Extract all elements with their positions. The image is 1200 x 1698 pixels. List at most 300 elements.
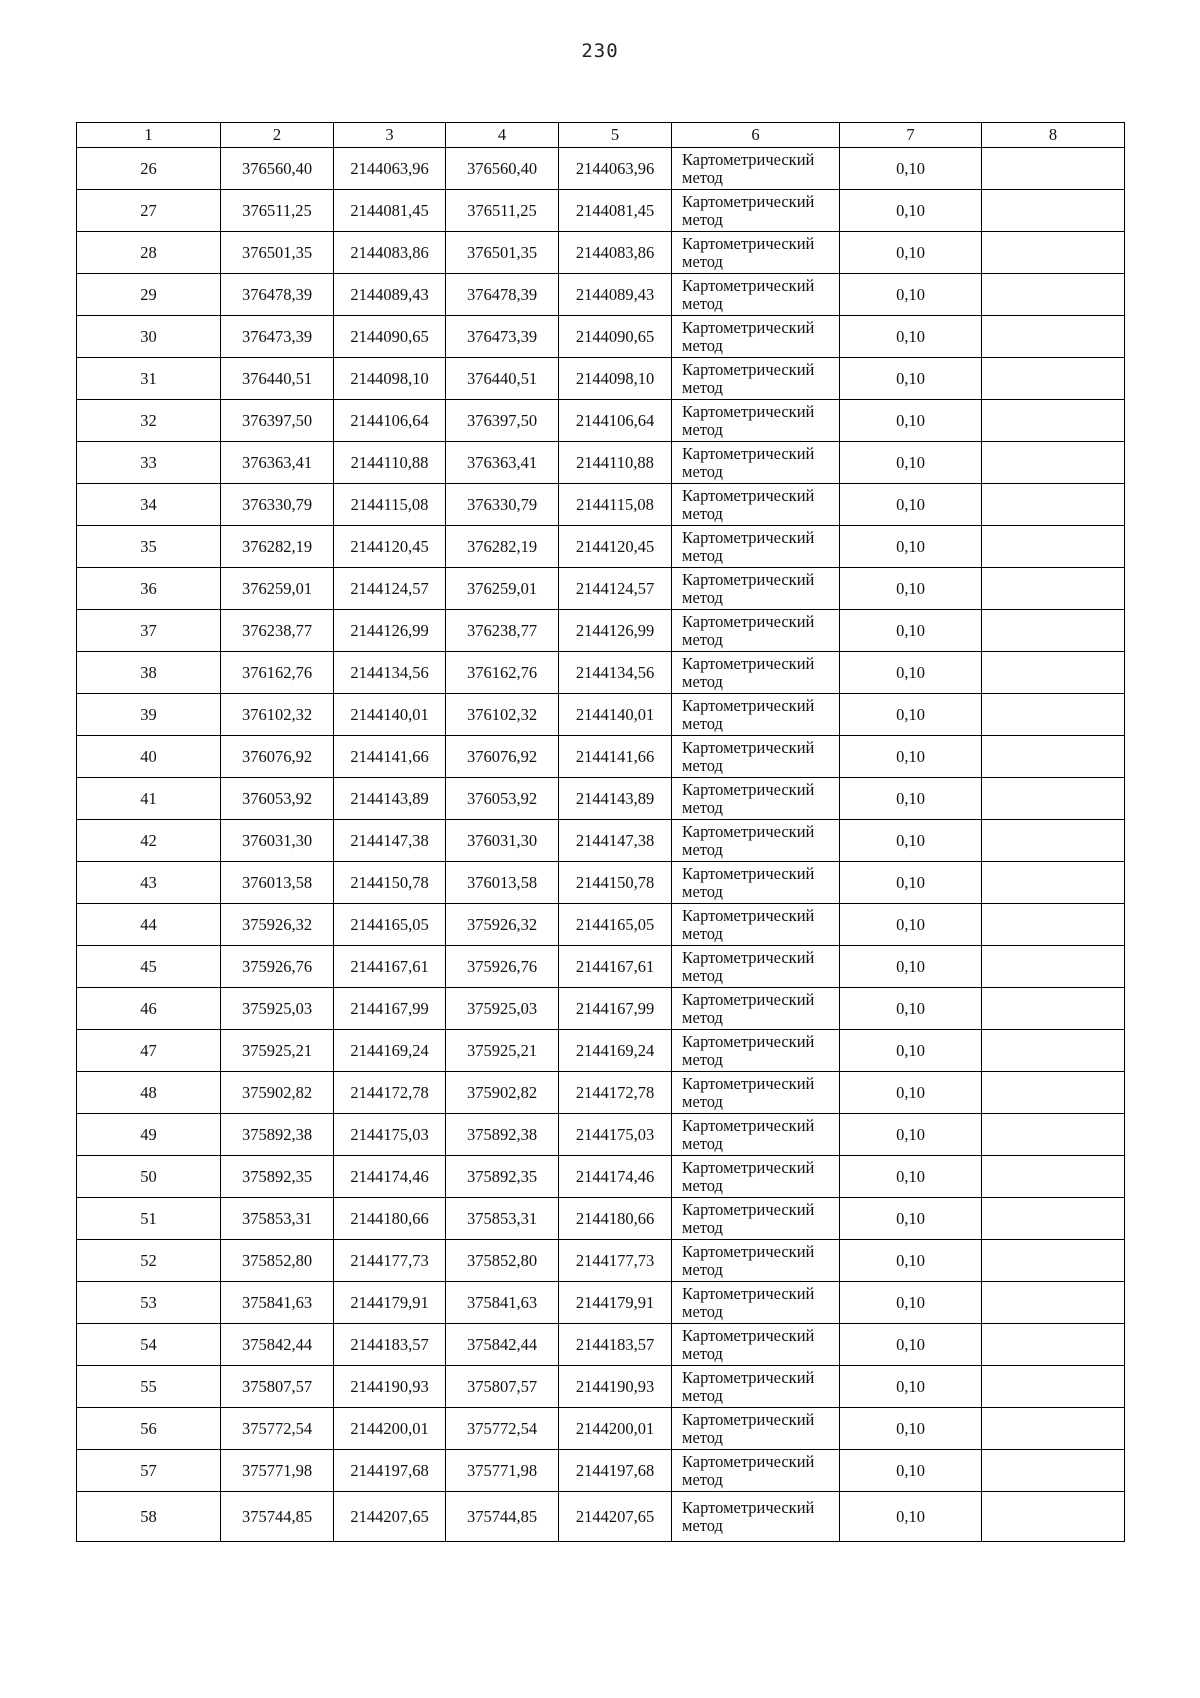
note-cell <box>982 736 1125 778</box>
x-coordinate-cell: 376560,40 <box>221 148 334 190</box>
point-number-cell: 37 <box>77 610 221 652</box>
method-text-line: Картометрический <box>682 317 815 337</box>
accuracy-cell: 0,10 <box>840 778 982 820</box>
x-coordinate-cell: 375902,82 <box>221 1072 334 1114</box>
method-cell <box>672 862 840 904</box>
method-text-line: Картометрический <box>682 653 815 673</box>
accuracy-cell: 0,10 <box>840 694 982 736</box>
accuracy-cell: 0,10 <box>840 484 982 526</box>
method-text-line: метод <box>682 1515 723 1535</box>
x-coordinate-cell: 375926,32 <box>221 904 334 946</box>
table-row <box>77 820 1125 862</box>
x-coordinate-cell: 376330,79 <box>446 484 559 526</box>
y-coordinate-cell: 2144167,99 <box>334 988 446 1030</box>
method-cell <box>672 610 840 652</box>
y-coordinate-cell: 2144120,45 <box>334 526 446 568</box>
y-coordinate-cell: 2144180,66 <box>559 1198 672 1240</box>
note-cell <box>982 1198 1125 1240</box>
x-coordinate-cell: 376282,19 <box>221 526 334 568</box>
y-coordinate-cell: 2144126,99 <box>559 610 672 652</box>
y-coordinate-cell: 2144177,73 <box>334 1240 446 1282</box>
method-cell <box>672 694 840 736</box>
accuracy-cell: 0,10 <box>840 862 982 904</box>
x-coordinate-cell: 376031,30 <box>221 820 334 862</box>
x-coordinate-cell: 376013,58 <box>221 862 334 904</box>
x-coordinate-cell: 375925,03 <box>446 988 559 1030</box>
table-row <box>77 358 1125 400</box>
column-header: 3 <box>334 123 446 148</box>
method-text-line: метод <box>682 209 723 229</box>
y-coordinate-cell: 2144098,10 <box>559 358 672 400</box>
note-cell <box>982 1492 1125 1542</box>
point-number-cell: 52 <box>77 1240 221 1282</box>
x-coordinate-cell: 376238,77 <box>446 610 559 652</box>
point-number-cell: 48 <box>77 1072 221 1114</box>
note-cell <box>982 274 1125 316</box>
y-coordinate-cell: 2144150,78 <box>334 862 446 904</box>
method-text-line: Картометрический <box>682 1157 815 1177</box>
method-text-line: Картометрический <box>682 1241 815 1261</box>
method-text-line: метод <box>682 629 723 649</box>
y-coordinate-cell: 2144090,65 <box>559 316 672 358</box>
point-number-cell: 53 <box>77 1282 221 1324</box>
accuracy-cell: 0,10 <box>840 1450 982 1492</box>
note-cell <box>982 1408 1125 1450</box>
y-coordinate-cell: 2144126,99 <box>334 610 446 652</box>
table-row <box>77 1408 1125 1450</box>
method-text-line: метод <box>682 713 723 733</box>
accuracy-cell: 0,10 <box>840 568 982 610</box>
point-number-cell: 32 <box>77 400 221 442</box>
y-coordinate-cell: 2144083,86 <box>559 232 672 274</box>
y-coordinate-cell: 2144141,66 <box>559 736 672 778</box>
method-text-line: Картометрический <box>682 821 815 841</box>
note-cell <box>982 610 1125 652</box>
table-row <box>77 442 1125 484</box>
table-row <box>77 1114 1125 1156</box>
y-coordinate-cell: 2144140,01 <box>559 694 672 736</box>
point-number-cell: 42 <box>77 820 221 862</box>
point-number-cell: 51 <box>77 1198 221 1240</box>
x-coordinate-cell: 376397,50 <box>221 400 334 442</box>
table-row <box>77 904 1125 946</box>
note-cell <box>982 1240 1125 1282</box>
y-coordinate-cell: 2144106,64 <box>559 400 672 442</box>
point-number-cell: 49 <box>77 1114 221 1156</box>
note-cell <box>982 652 1125 694</box>
accuracy-cell: 0,10 <box>840 652 982 694</box>
method-text-line: Картометрический <box>682 1497 815 1517</box>
method-text-line: метод <box>682 419 723 439</box>
point-number-cell: 34 <box>77 484 221 526</box>
accuracy-cell: 0,10 <box>840 316 982 358</box>
y-coordinate-cell: 2144098,10 <box>334 358 446 400</box>
y-coordinate-cell: 2144177,73 <box>559 1240 672 1282</box>
accuracy-cell: 0,10 <box>840 526 982 568</box>
y-coordinate-cell: 2144169,24 <box>559 1030 672 1072</box>
method-text-line: Картометрический <box>682 233 815 253</box>
y-coordinate-cell: 2144190,93 <box>559 1366 672 1408</box>
x-coordinate-cell: 376076,92 <box>446 736 559 778</box>
y-coordinate-cell: 2144150,78 <box>559 862 672 904</box>
method-cell <box>672 1282 840 1324</box>
method-text-line: метод <box>682 965 723 985</box>
method-text-line: метод <box>682 1259 723 1279</box>
table-row <box>77 1324 1125 1366</box>
y-coordinate-cell: 2144179,91 <box>559 1282 672 1324</box>
y-coordinate-cell: 2144090,65 <box>334 316 446 358</box>
note-cell <box>982 358 1125 400</box>
note-cell <box>982 1114 1125 1156</box>
x-coordinate-cell: 375852,80 <box>221 1240 334 1282</box>
method-cell <box>672 904 840 946</box>
method-text-line: Картометрический <box>682 485 815 505</box>
point-number-cell: 35 <box>77 526 221 568</box>
method-text-line: метод <box>682 335 723 355</box>
point-number-cell: 38 <box>77 652 221 694</box>
table-row <box>77 1240 1125 1282</box>
x-coordinate-cell: 376013,58 <box>446 862 559 904</box>
method-cell <box>672 484 840 526</box>
y-coordinate-cell: 2144200,01 <box>334 1408 446 1450</box>
y-coordinate-cell: 2144120,45 <box>559 526 672 568</box>
point-number-cell: 50 <box>77 1156 221 1198</box>
method-cell <box>672 526 840 568</box>
x-coordinate-cell: 375892,38 <box>221 1114 334 1156</box>
accuracy-cell: 0,10 <box>840 148 982 190</box>
x-coordinate-cell: 376363,41 <box>446 442 559 484</box>
accuracy-cell: 0,10 <box>840 946 982 988</box>
method-cell <box>672 1240 840 1282</box>
point-number-cell: 26 <box>77 148 221 190</box>
method-text-line: Картометрический <box>682 1451 815 1471</box>
note-cell <box>982 442 1125 484</box>
table-row <box>77 1030 1125 1072</box>
y-coordinate-cell: 2144172,78 <box>334 1072 446 1114</box>
point-number-cell: 41 <box>77 778 221 820</box>
table-row <box>77 484 1125 526</box>
x-coordinate-cell: 376162,76 <box>446 652 559 694</box>
point-number-cell: 30 <box>77 316 221 358</box>
note-cell <box>982 190 1125 232</box>
accuracy-cell: 0,10 <box>840 1492 982 1542</box>
table-row <box>77 148 1125 190</box>
column-header: 4 <box>446 123 559 148</box>
x-coordinate-cell: 375841,63 <box>221 1282 334 1324</box>
method-text-line: Картометрический <box>682 989 815 1009</box>
point-number-cell: 40 <box>77 736 221 778</box>
x-coordinate-cell: 376440,51 <box>221 358 334 400</box>
x-coordinate-cell: 376440,51 <box>446 358 559 400</box>
column-header: 5 <box>559 123 672 148</box>
y-coordinate-cell: 2144140,01 <box>334 694 446 736</box>
point-number-cell: 58 <box>77 1492 221 1542</box>
note-cell <box>982 400 1125 442</box>
table-row <box>77 652 1125 694</box>
method-text-line: метод <box>682 1427 723 1447</box>
point-number-cell: 27 <box>77 190 221 232</box>
table-row <box>77 1366 1125 1408</box>
method-text-line: метод <box>682 755 723 775</box>
x-coordinate-cell: 375772,54 <box>221 1408 334 1450</box>
note-cell <box>982 1450 1125 1492</box>
method-text-line: метод <box>682 797 723 817</box>
point-number-cell: 56 <box>77 1408 221 1450</box>
method-text-line: метод <box>682 1133 723 1153</box>
table-row <box>77 1156 1125 1198</box>
y-coordinate-cell: 2144207,65 <box>559 1492 672 1542</box>
y-coordinate-cell: 2144165,05 <box>334 904 446 946</box>
x-coordinate-cell: 375807,57 <box>446 1366 559 1408</box>
x-coordinate-cell: 376501,35 <box>221 232 334 274</box>
method-text-line: Картометрический <box>682 1283 815 1303</box>
note-cell <box>982 568 1125 610</box>
note-cell <box>982 988 1125 1030</box>
accuracy-cell: 0,10 <box>840 1366 982 1408</box>
note-cell <box>982 1156 1125 1198</box>
method-text-line: Картометрический <box>682 569 815 589</box>
method-text-line: Картометрический <box>682 443 815 463</box>
x-coordinate-cell: 376162,76 <box>221 652 334 694</box>
accuracy-cell: 0,10 <box>840 736 982 778</box>
method-text-line: Картометрический <box>682 1115 815 1135</box>
method-text-line: метод <box>682 923 723 943</box>
x-coordinate-cell: 375902,82 <box>446 1072 559 1114</box>
x-coordinate-cell: 376397,50 <box>446 400 559 442</box>
method-cell <box>672 1072 840 1114</box>
y-coordinate-cell: 2144124,57 <box>559 568 672 610</box>
method-cell <box>672 1114 840 1156</box>
y-coordinate-cell: 2144175,03 <box>334 1114 446 1156</box>
point-number-cell: 46 <box>77 988 221 1030</box>
method-text-line: метод <box>682 1049 723 1069</box>
method-text-line: метод <box>682 1091 723 1111</box>
note-cell <box>982 946 1125 988</box>
x-coordinate-cell: 376102,32 <box>446 694 559 736</box>
point-number-cell: 44 <box>77 904 221 946</box>
table-row <box>77 1282 1125 1324</box>
y-coordinate-cell: 2144172,78 <box>559 1072 672 1114</box>
x-coordinate-cell: 376031,30 <box>446 820 559 862</box>
y-coordinate-cell: 2144143,89 <box>334 778 446 820</box>
method-text-line: Картометрический <box>682 779 815 799</box>
x-coordinate-cell: 375807,57 <box>221 1366 334 1408</box>
method-text-line: Картометрический <box>682 905 815 925</box>
method-text-line: Картометрический <box>682 1073 815 1093</box>
y-coordinate-cell: 2144063,96 <box>334 148 446 190</box>
method-text-line: Картометрический <box>682 611 815 631</box>
y-coordinate-cell: 2144197,68 <box>559 1450 672 1492</box>
y-coordinate-cell: 2144165,05 <box>559 904 672 946</box>
method-cell <box>672 1030 840 1072</box>
method-cell <box>672 988 840 1030</box>
x-coordinate-cell: 375853,31 <box>446 1198 559 1240</box>
x-coordinate-cell: 375892,35 <box>446 1156 559 1198</box>
method-text-line: метод <box>682 881 723 901</box>
method-text-line: метод <box>682 1007 723 1027</box>
method-cell <box>672 820 840 862</box>
method-text-line: Картометрический <box>682 947 815 967</box>
method-text-line: метод <box>682 839 723 859</box>
column-header: 8 <box>982 123 1125 148</box>
table-row <box>77 778 1125 820</box>
y-coordinate-cell: 2144083,86 <box>334 232 446 274</box>
table-row <box>77 1492 1125 1542</box>
y-coordinate-cell: 2144106,64 <box>334 400 446 442</box>
note-cell <box>982 148 1125 190</box>
x-coordinate-cell: 376053,92 <box>221 778 334 820</box>
accuracy-cell: 0,10 <box>840 400 982 442</box>
table-row <box>77 946 1125 988</box>
x-coordinate-cell: 375841,63 <box>446 1282 559 1324</box>
y-coordinate-cell: 2144174,46 <box>559 1156 672 1198</box>
y-coordinate-cell: 2144183,57 <box>559 1324 672 1366</box>
method-text-line: Картометрический <box>682 1409 815 1429</box>
point-number-cell: 43 <box>77 862 221 904</box>
method-text-line: метод <box>682 1385 723 1405</box>
accuracy-cell: 0,10 <box>840 1240 982 1282</box>
table-row <box>77 400 1125 442</box>
accuracy-cell: 0,10 <box>840 1198 982 1240</box>
x-coordinate-cell: 376478,39 <box>221 274 334 316</box>
method-text-line: Картометрический <box>682 737 815 757</box>
table-row <box>77 274 1125 316</box>
method-text-line: метод <box>682 167 723 187</box>
x-coordinate-cell: 375926,76 <box>446 946 559 988</box>
point-number-cell: 55 <box>77 1366 221 1408</box>
method-text-line: метод <box>682 1469 723 1489</box>
accuracy-cell: 0,10 <box>840 610 982 652</box>
page-number: 230 <box>581 40 619 62</box>
y-coordinate-cell: 2144110,88 <box>559 442 672 484</box>
method-text-line: Картометрический <box>682 1325 815 1345</box>
point-number-cell: 47 <box>77 1030 221 1072</box>
point-number-cell: 28 <box>77 232 221 274</box>
y-coordinate-cell: 2144110,88 <box>334 442 446 484</box>
note-cell <box>982 862 1125 904</box>
x-coordinate-cell: 376330,79 <box>221 484 334 526</box>
accuracy-cell: 0,10 <box>840 1324 982 1366</box>
method-text-line: Картометрический <box>682 359 815 379</box>
y-coordinate-cell: 2144115,08 <box>559 484 672 526</box>
point-number-cell: 54 <box>77 1324 221 1366</box>
table-row <box>77 190 1125 232</box>
column-header: 7 <box>840 123 982 148</box>
x-coordinate-cell: 375892,38 <box>446 1114 559 1156</box>
x-coordinate-cell: 376259,01 <box>221 568 334 610</box>
x-coordinate-cell: 376501,35 <box>446 232 559 274</box>
point-number-cell: 57 <box>77 1450 221 1492</box>
x-coordinate-cell: 376102,32 <box>221 694 334 736</box>
y-coordinate-cell: 2144175,03 <box>559 1114 672 1156</box>
coordinates-table <box>76 122 1125 1542</box>
point-number-cell: 39 <box>77 694 221 736</box>
note-cell <box>982 1072 1125 1114</box>
point-number-cell: 45 <box>77 946 221 988</box>
method-cell <box>672 442 840 484</box>
method-text-line: метод <box>682 377 723 397</box>
y-coordinate-cell: 2144167,61 <box>334 946 446 988</box>
x-coordinate-cell: 375926,32 <box>446 904 559 946</box>
method-cell <box>672 1156 840 1198</box>
x-coordinate-cell: 376259,01 <box>446 568 559 610</box>
method-cell <box>672 358 840 400</box>
x-coordinate-cell: 376238,77 <box>221 610 334 652</box>
y-coordinate-cell: 2144143,89 <box>559 778 672 820</box>
y-coordinate-cell: 2144174,46 <box>334 1156 446 1198</box>
y-coordinate-cell: 2144134,56 <box>334 652 446 694</box>
method-text-line: Картометрический <box>682 275 815 295</box>
y-coordinate-cell: 2144063,96 <box>559 148 672 190</box>
x-coordinate-cell: 375771,98 <box>446 1450 559 1492</box>
column-header: 1 <box>77 123 221 148</box>
method-text-line: Картометрический <box>682 863 815 883</box>
accuracy-cell: 0,10 <box>840 1156 982 1198</box>
method-cell <box>672 1450 840 1492</box>
x-coordinate-cell: 375744,85 <box>446 1492 559 1542</box>
note-cell <box>982 1030 1125 1072</box>
column-header: 2 <box>221 123 334 148</box>
y-coordinate-cell: 2144167,99 <box>559 988 672 1030</box>
note-cell <box>982 232 1125 274</box>
note-cell <box>982 820 1125 862</box>
table-header-row <box>77 123 1125 148</box>
accuracy-cell: 0,10 <box>840 820 982 862</box>
column-header: 6 <box>672 123 840 148</box>
y-coordinate-cell: 2144190,93 <box>334 1366 446 1408</box>
y-coordinate-cell: 2144169,24 <box>334 1030 446 1072</box>
method-text-line: метод <box>682 671 723 691</box>
method-text-line: метод <box>682 293 723 313</box>
method-text-line: метод <box>682 545 723 565</box>
method-cell <box>672 1324 840 1366</box>
y-coordinate-cell: 2144147,38 <box>334 820 446 862</box>
accuracy-cell: 0,10 <box>840 358 982 400</box>
x-coordinate-cell: 375925,21 <box>446 1030 559 1072</box>
method-cell <box>672 1408 840 1450</box>
method-cell <box>672 274 840 316</box>
method-text-line: метод <box>682 251 723 271</box>
x-coordinate-cell: 375925,21 <box>221 1030 334 1072</box>
x-coordinate-cell: 375926,76 <box>221 946 334 988</box>
x-coordinate-cell: 376560,40 <box>446 148 559 190</box>
y-coordinate-cell: 2144200,01 <box>559 1408 672 1450</box>
method-text-line: метод <box>682 461 723 481</box>
note-cell <box>982 526 1125 568</box>
y-coordinate-cell: 2144141,66 <box>334 736 446 778</box>
method-text-line: метод <box>682 587 723 607</box>
x-coordinate-cell: 376478,39 <box>446 274 559 316</box>
method-text-line: Картометрический <box>682 1031 815 1051</box>
x-coordinate-cell: 376511,25 <box>446 190 559 232</box>
method-cell <box>672 1492 840 1542</box>
x-coordinate-cell: 376511,25 <box>221 190 334 232</box>
method-cell <box>672 190 840 232</box>
x-coordinate-cell: 375842,44 <box>221 1324 334 1366</box>
accuracy-cell: 0,10 <box>840 190 982 232</box>
method-cell <box>672 652 840 694</box>
y-coordinate-cell: 2144147,38 <box>559 820 672 862</box>
accuracy-cell: 0,10 <box>840 904 982 946</box>
y-coordinate-cell: 2144089,43 <box>334 274 446 316</box>
method-cell <box>672 1366 840 1408</box>
note-cell <box>982 694 1125 736</box>
note-cell <box>982 778 1125 820</box>
x-coordinate-cell: 375771,98 <box>221 1450 334 1492</box>
method-cell <box>672 232 840 274</box>
method-cell <box>672 1198 840 1240</box>
point-number-cell: 31 <box>77 358 221 400</box>
